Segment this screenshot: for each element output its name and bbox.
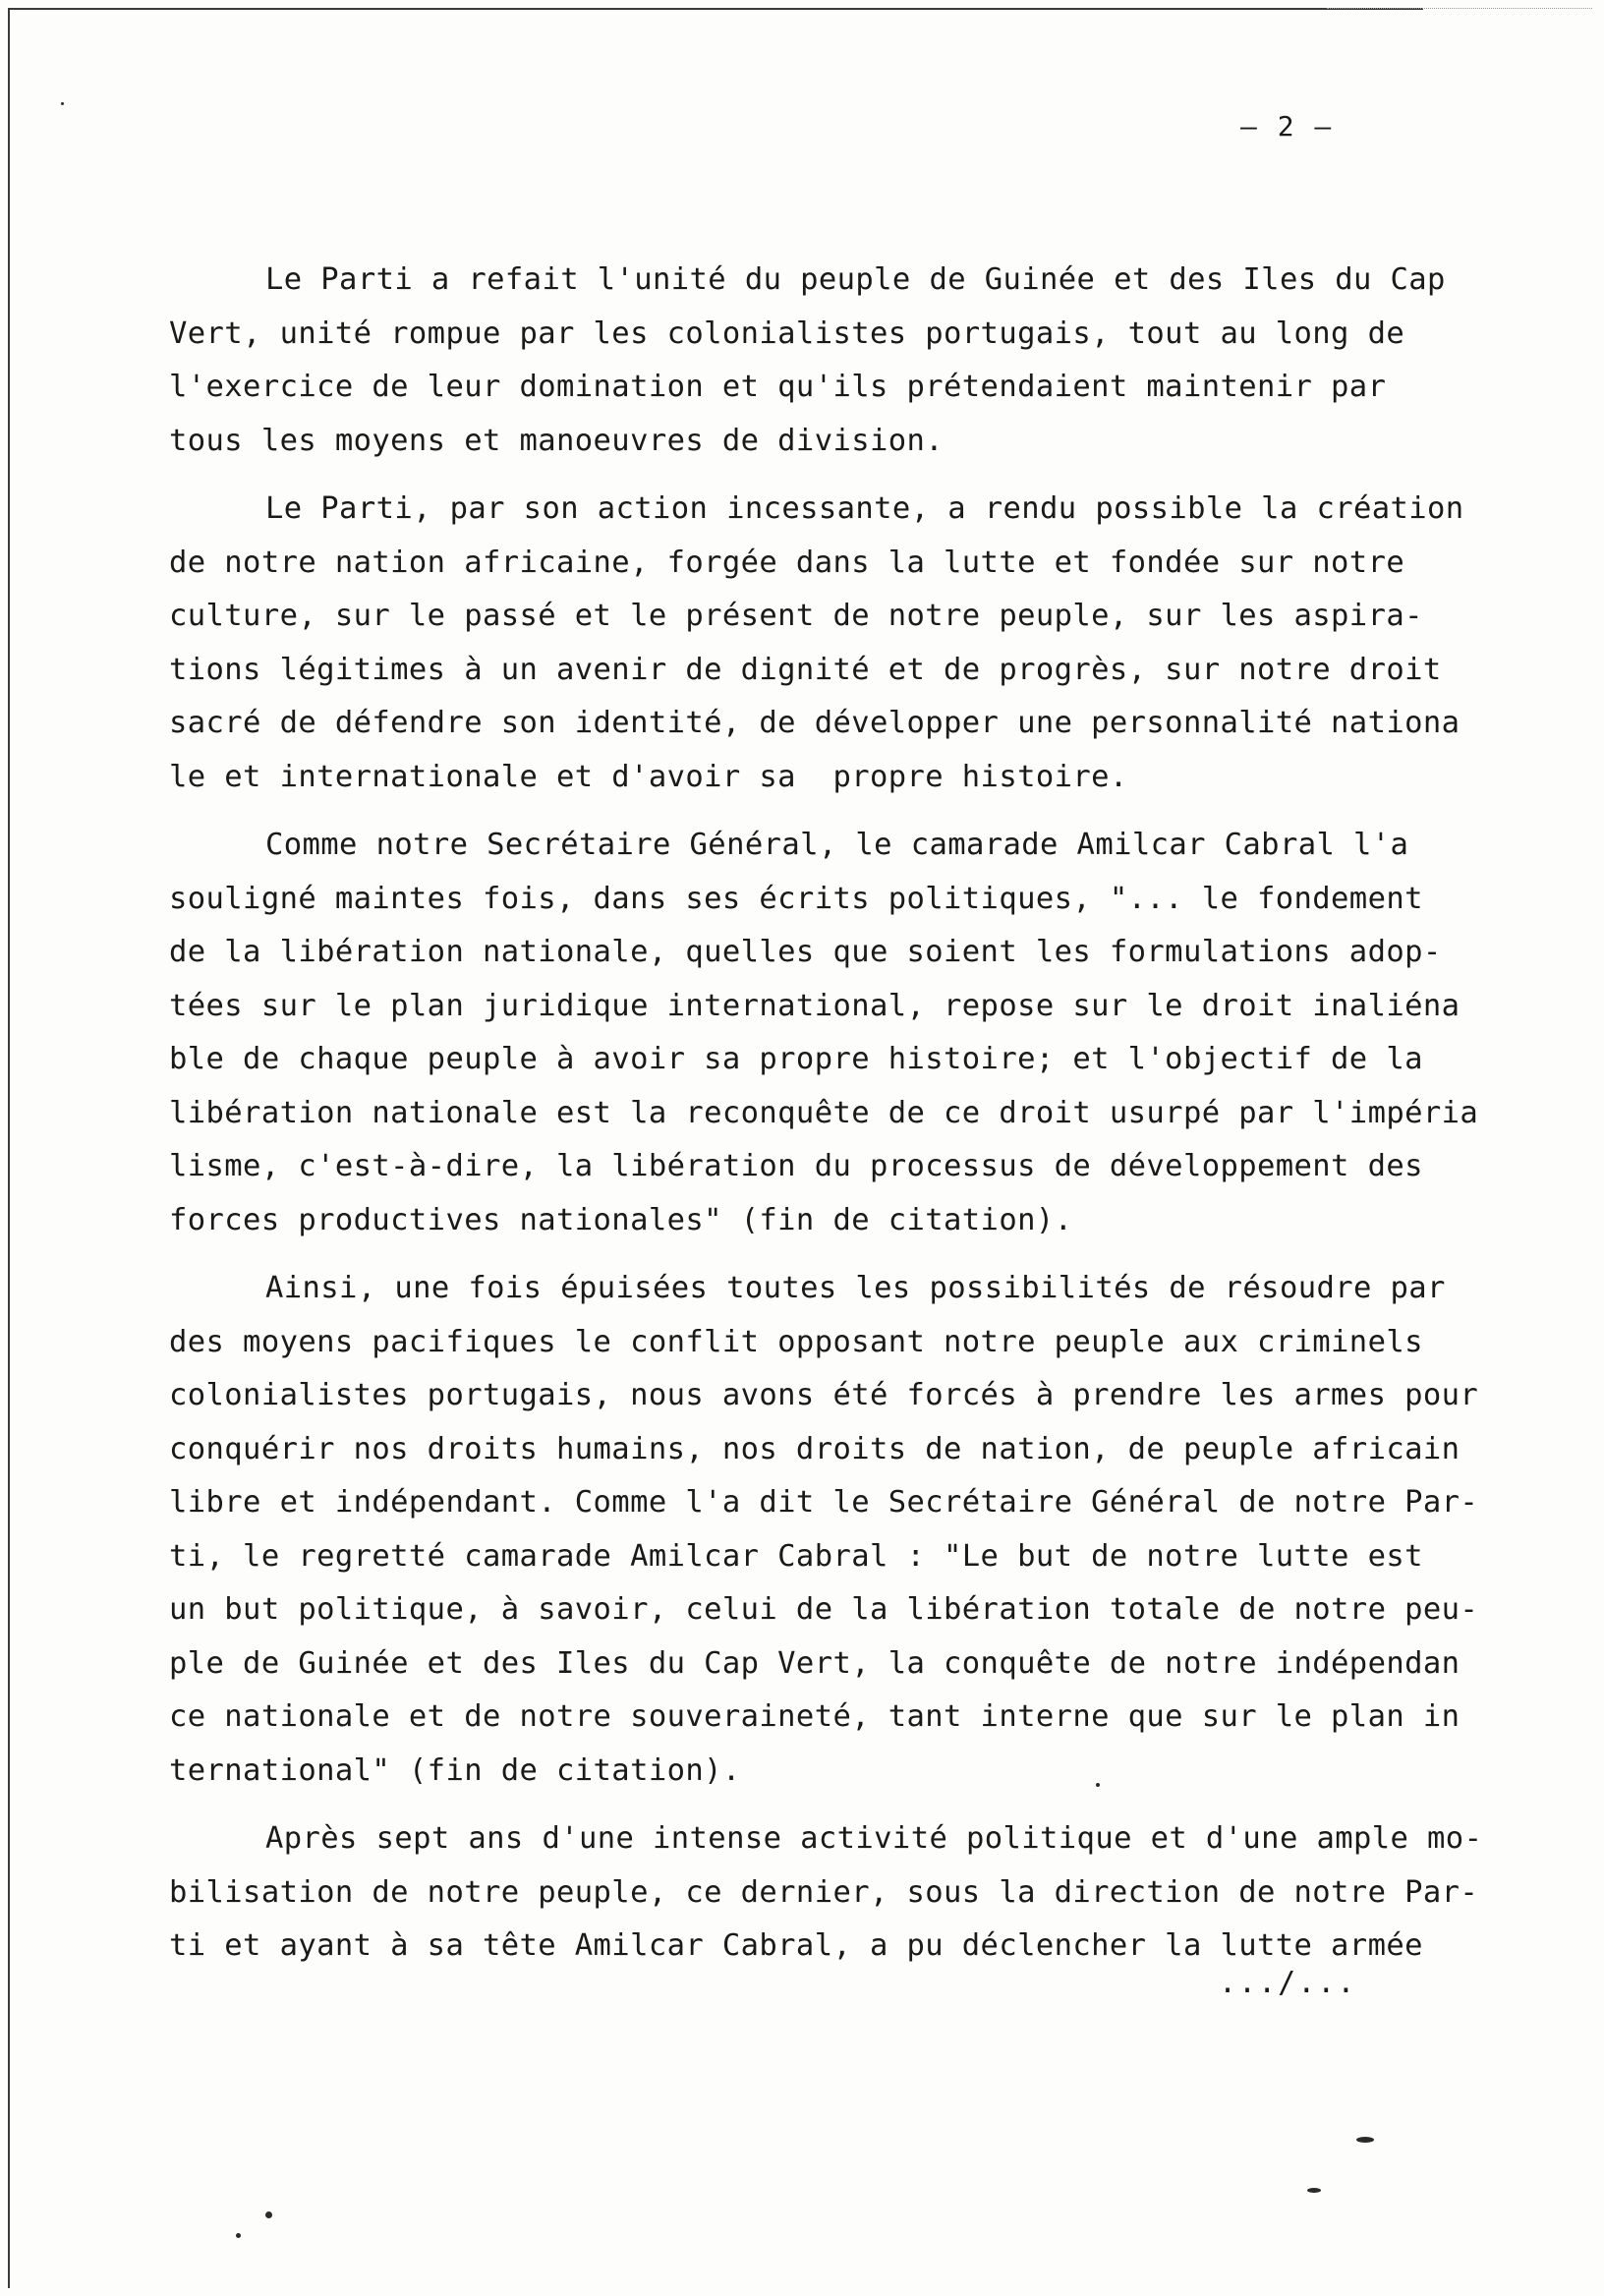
ink-speck bbox=[1096, 1783, 1100, 1787]
text-line: tées sur le plan juridique international, repose sur le droit inaliéna bbox=[169, 988, 1461, 1023]
ink-speck bbox=[236, 2233, 241, 2238]
continuation-mark: .../... bbox=[1219, 1966, 1357, 2000]
text-line: un but politique, à savoir, celui de la libération totale de notre peu- bbox=[169, 1592, 1479, 1627]
text-line: Vert, unité rompue par les colonialistes portugais, tout au long de bbox=[169, 316, 1405, 351]
text-line: tions légitimes à un avenir de dignité et de progrès, sur notre droit bbox=[169, 652, 1442, 687]
text-line: souligné maintes fois, dans ses écrits politiques, "... le fondement bbox=[169, 881, 1423, 916]
text-line: le et internationale et d'avoir sa propre histoire. bbox=[169, 759, 1128, 794]
text-line: ternational" (fin de citation). bbox=[169, 1752, 741, 1788]
paragraph-5 bbox=[169, 1812, 1545, 1974]
text-line: culture, sur le passé et le présent de notre peuple, sur les aspira- bbox=[169, 599, 1423, 633]
text-line: ti et ayant à sa tête Amilcar Cabral, a pu déclencher la lutte armée bbox=[169, 1928, 1423, 1963]
text-line: sacré de défendre son identité, de développer une personnalité nationa bbox=[169, 706, 1461, 740]
text-line: ple de Guinée et des Iles du Cap Vert, la conquête de notre indépendan bbox=[169, 1645, 1461, 1681]
text-line: libre et indépendant. Comme l'a dit le Secrétaire Général de notre Par- bbox=[169, 1485, 1479, 1520]
text-line: colonialistes portugais, nous avons été forcés à prendre les armes pour bbox=[169, 1378, 1479, 1412]
text-line: libération nationale est la reconquête de ce droit usurpé par l'impéria bbox=[169, 1095, 1479, 1130]
text-line: ti, le regretté camarade Amilcar Cabral : "Le but de notre lutte est bbox=[169, 1538, 1423, 1574]
text-line: ble de chaque peuple à avoir sa propre histoire; et l'objectif de la bbox=[169, 1042, 1423, 1076]
text-line: Le Parti a refait l'unité du peuple de Guinée et des Iles du Cap bbox=[265, 262, 1446, 297]
text-line: conquérir nos droits humains, nos droits de nation, de peuple africain bbox=[169, 1431, 1461, 1466]
ink-speck bbox=[1356, 2137, 1374, 2143]
paragraph-1 bbox=[169, 254, 1545, 468]
text-line: de notre nation africaine, forgée dans la lutte et fondée sur notre bbox=[169, 545, 1405, 580]
text-line: lisme, c'est-à-dire, la libération du processus de développement des bbox=[169, 1149, 1423, 1183]
text-line: tous les moyens et manoeuvres de division. bbox=[169, 423, 945, 458]
text-line: ce nationale et de notre souveraineté, tant interne que sur le plan in bbox=[169, 1699, 1461, 1734]
text-line: bilisation de notre peuple, ce dernier, sous la direction de notre Par- bbox=[169, 1874, 1479, 1910]
page-number: – 2 – bbox=[1240, 110, 1334, 143]
text-line: forces productives nationales" (fin de citation). bbox=[169, 1202, 1073, 1237]
text-line: de la libération nationale, quelles que soient les formulations adop- bbox=[169, 935, 1442, 969]
text-line: Après sept ans d'une intense activité politique et d'une ample mo- bbox=[265, 1821, 1483, 1856]
scan-edge-top-faint bbox=[1327, 8, 1592, 9]
text-line: l'exercice de leur domination et qu'ils prétendaient maintenir par bbox=[169, 370, 1387, 404]
ink-speck bbox=[61, 102, 64, 105]
scan-edge-left bbox=[8, 8, 10, 2288]
ink-speck bbox=[265, 2211, 272, 2218]
text-line: Le Parti, par son action incessante, a rendu possible la création bbox=[265, 491, 1464, 526]
text-line: des moyens pacifiques le conflit opposant notre peuple aux criminels bbox=[169, 1324, 1423, 1359]
ink-speck bbox=[1307, 2188, 1321, 2193]
paragraph-4 bbox=[169, 1262, 1545, 1798]
text-line: Ainsi, une fois épuisées toutes les possibilités de résoudre par bbox=[265, 1271, 1446, 1305]
text-line: Comme notre Secrétaire Général, le camarade Amilcar Cabral l'a bbox=[265, 828, 1409, 862]
scan-edge-top bbox=[8, 8, 1423, 10]
paragraph-2 bbox=[169, 483, 1545, 804]
document-body bbox=[169, 254, 1545, 1988]
paragraph-3 bbox=[169, 819, 1545, 1247]
